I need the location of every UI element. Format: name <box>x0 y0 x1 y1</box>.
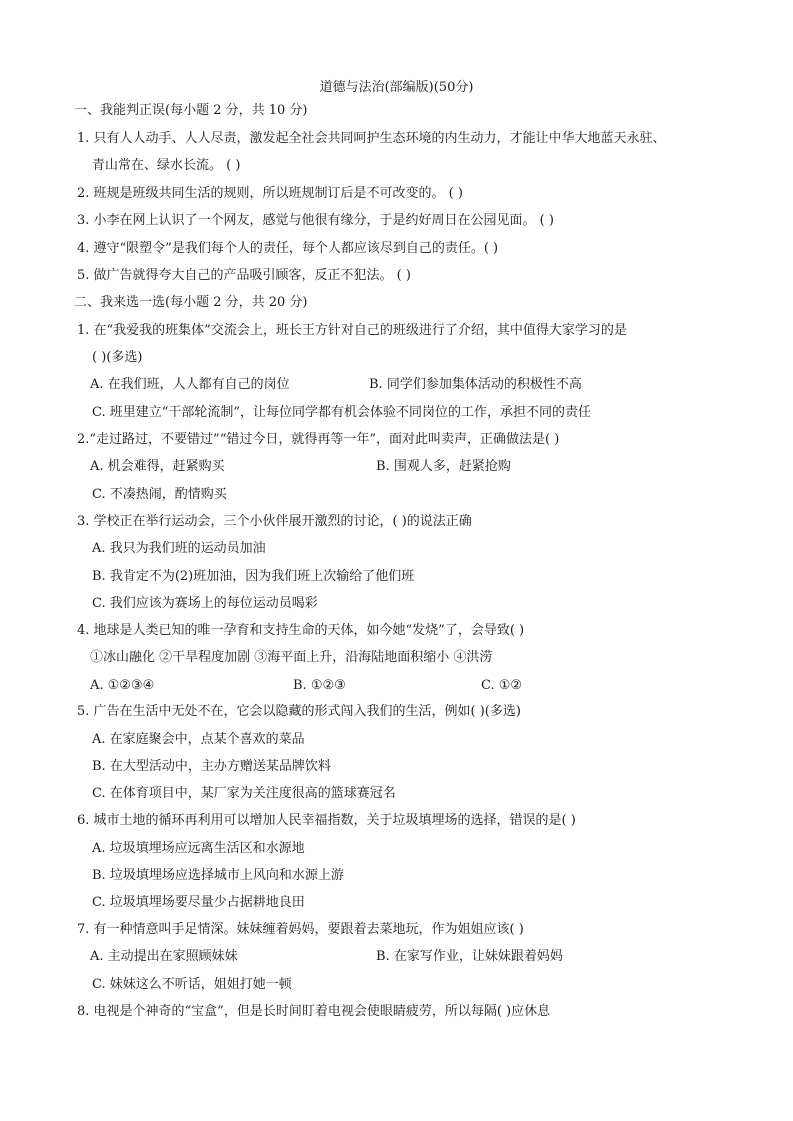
s2-q1-option-a: A. 在我们班，人人都有自己的岗位 <box>90 377 290 392</box>
s1-question-3: 3. 小李在网上认识了一个网友，感觉与他很有缘分，于是约好周日在公园见面。 ( ) <box>77 213 554 228</box>
s2-question-8: 8. 电视是个神奇的“宝盒”，但是长时间盯着电视会使眼睛疲劳，所以每隔( )应休息 <box>77 1004 551 1019</box>
s1-question-1-cont: 青山常在、绿水长流。 ( ) <box>92 158 241 173</box>
s2-question-5: 5. 广告在生活中无处不在，它会以隐藏的形式闯入我们的生活，例如( )(多选) <box>77 704 521 719</box>
s2-q2-option-a: A. 机会难得，赶紧购买 <box>90 459 225 474</box>
s2-q4-option-c: C. ①② <box>481 678 523 693</box>
s2-q6-option-b: B. 垃圾填埋场应选择城市上风向和水源上游 <box>92 868 344 883</box>
s2-q4-option-b: B. ①②③ <box>293 678 346 693</box>
s2-q4-option-a: A. ①②③④ <box>90 678 155 693</box>
s2-q4-items: ①冰山融化 ②干旱程度加剧 ③海平面上升，沿海陆地面积缩小 ④洪涝 <box>90 650 493 665</box>
s1-question-2: 2. 班规是班级共同生活的规则，所以班规制订后是不可改变的。 ( ) <box>77 186 463 201</box>
s2-q5-option-b: B. 在大型活动中，主办方赠送某品牌饮料 <box>92 759 331 774</box>
s2-question-4: 4. 地球是人类已知的唯一孕育和支持生命的天体，如今她“发烧”了，会导致( ) <box>77 623 525 638</box>
s2-question-1: 1. 在“我爱我的班集体”交流会上，班长王方针对自己的班级进行了介绍，其中值得大家学习的是 <box>77 323 627 338</box>
s2-q2-option-b: B. 围观人多，赶紧抢购 <box>376 459 511 474</box>
page-title: 道德与法治(部编版)(50分) <box>319 80 474 95</box>
s2-q3-option-a: A. 我只为我们班的运动员加油 <box>92 541 266 556</box>
s2-question-7: 7. 有一种情意叫手足情深。妹妹缠着妈妈，要跟着去菜地玩，作为姐姐应该( ) <box>77 922 524 937</box>
s2-q1-option-c: C. 班里建立“干部轮流制”，让每位同学都有机会体验不同岗位的工作，承担不同的责任 <box>92 405 592 420</box>
section-1-heading: 一、我能判正误(每小题 2 分，共 10 分) <box>74 103 308 118</box>
s2-q7-option-a: A. 主动提出在家照顾妹妹 <box>90 949 238 964</box>
s2-question-1-cont: ( )(多选) <box>92 350 143 365</box>
s1-question-4: 4. 遵守“限塑令”是我们每个人的责任，每个人都应该尽到自己的责任。( ) <box>77 241 499 256</box>
s2-q3-option-c: C. 我们应该为赛场上的每位运动员喝彩 <box>92 596 318 611</box>
s2-q7-option-c: C. 妹妹这么不听话，姐姐打她一顿 <box>92 977 292 992</box>
s2-question-6: 6. 城市土地的循环再利用可以增加人民幸福指数，关于垃圾填埋场的选择，错误的是( ) <box>77 813 576 828</box>
s2-q3-option-b: B. 我肯定不为(2)班加油，因为我们班上次输给了他们班 <box>92 569 415 584</box>
s1-question-5: 5. 做广告就得夸大自己的产品吸引顾客，反正不犯法。 ( ) <box>77 268 411 283</box>
s2-question-3: 3. 学校正在举行运动会，三个小伙伴展开激烈的讨论，( )的说法正确 <box>77 514 472 529</box>
s2-q6-option-a: A. 垃圾填埋场应远离生活区和水源地 <box>92 841 305 856</box>
s2-q5-option-a: A. 在家庭聚会中，点某个喜欢的菜品 <box>92 732 305 747</box>
s2-q5-option-c: C. 在体育项目中，某厂家为关注度很高的篮球赛冠名 <box>92 786 396 801</box>
s2-q2-option-c: C. 不凑热闹，酌情购买 <box>92 487 227 502</box>
s2-question-2: 2.“走过路过，不要错过”“错过今日，就得再等一年”，面对此叫卖声，正确做法是( ) <box>77 432 560 447</box>
section-2-heading: 二、我来选一选(每小题 2 分，共 20 分) <box>74 295 308 310</box>
s2-q1-option-b: B. 同学们参加集体活动的积极性不高 <box>369 377 582 392</box>
s1-question-1: 1. 只有人人动手、人人尽责，激发起全社会共同呵护生态环境的内生动力，才能让中华大地蓝天永驻、 <box>77 131 666 146</box>
s2-q6-option-c: C. 垃圾填埋场要尽量少占据耕地良田 <box>92 895 305 910</box>
s2-q7-option-b: B. 在家写作业，让妹妹跟着妈妈 <box>376 949 563 964</box>
